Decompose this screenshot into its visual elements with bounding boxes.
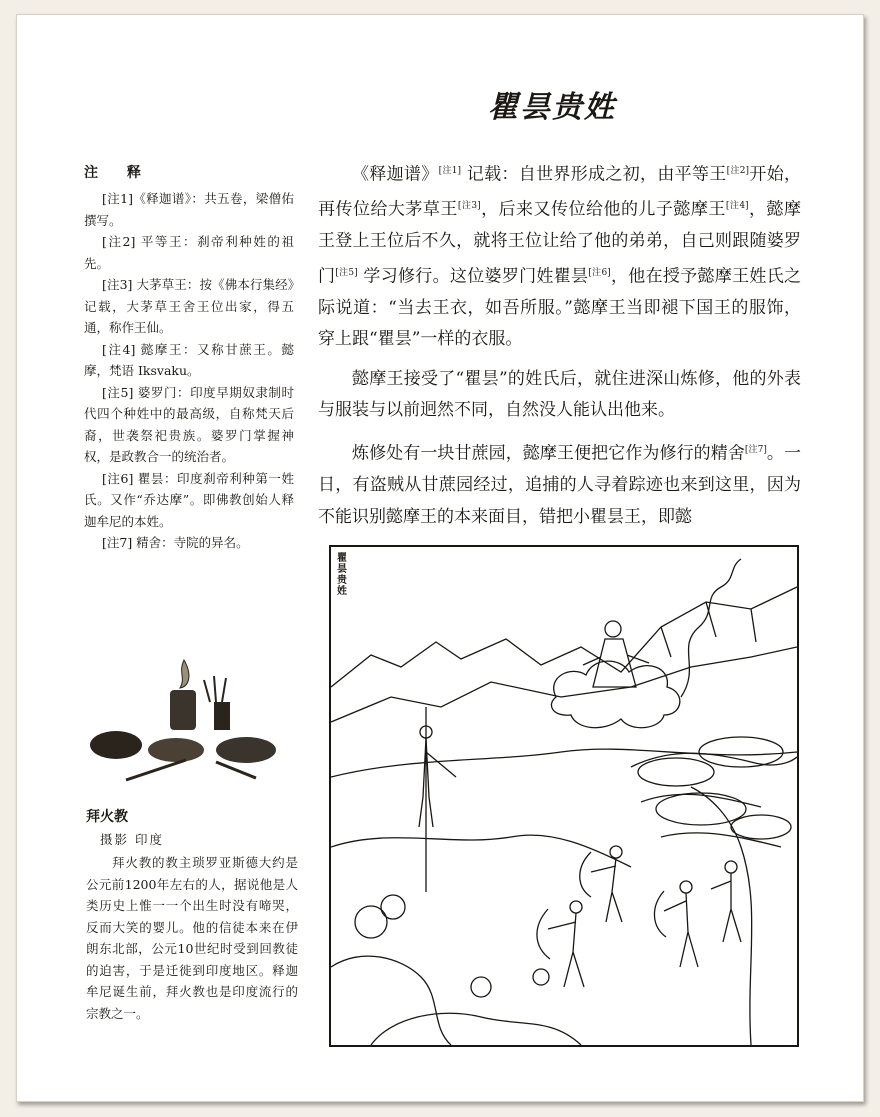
footnote-ref-5: [注5]	[335, 267, 358, 278]
pine-branch	[661, 833, 781, 847]
footnote-ref-2: [注2]	[726, 166, 750, 176]
archer	[654, 881, 698, 967]
note-5: [注5] 婆罗门：印度早期奴隶制时代四个种姓中的最高级，自称梵天后裔，世袭祭祀贵族。婆罗门掌握神权，是政教合一的统治者。	[84, 384, 294, 464]
note-6: [注6] 瞿昙：印度刹帝利种第一姓氏。又作“乔达摩”。即佛教创始人释迦牟尼的本姓。	[84, 470, 294, 529]
captive-body	[419, 738, 456, 827]
text-segment: 炼修处有一块甘蔗园，懿摩王便把它作为修行的精舍	[352, 443, 745, 464]
mountain-ridge	[331, 587, 797, 687]
ritual-bowl	[216, 737, 276, 763]
text-segment: 记载：自世界形成之初，由平等王	[466, 164, 727, 185]
paragraph-2: 懿摩王接受了“瞿昙”的姓氏后，就住进深山炼修，他的外表与服装与以前迥然不同，自然没人能认出他来。	[318, 368, 801, 421]
illustration-drawing	[331, 547, 797, 1045]
archer	[537, 901, 584, 987]
note-4: [注4] 懿摩王：又称甘蔗王。懿摩，梵语 Iksvaku。	[84, 341, 294, 378]
footnote-ref-4: [注4]	[725, 201, 749, 212]
photo-caption	[86, 806, 298, 1024]
fire-altar-drawing	[86, 650, 291, 785]
pine-trunk	[691, 787, 752, 1045]
ground-line	[331, 835, 631, 867]
note-3: [注3] 大茅草王：按《佛本行集经》记载，大茅草王舍王位出家，得五通，称作王仙。	[84, 277, 294, 335]
notes-column	[84, 162, 294, 554]
pine-foliage	[699, 737, 783, 767]
main-text	[318, 156, 801, 541]
text-segment: 学习修行。这位婆罗门姓瞿昙	[363, 266, 589, 287]
note-7: [注7] 精舍：寺院的异名。	[102, 535, 249, 550]
paragraph-3	[318, 435, 801, 533]
caption-text: 拜火教的教主琐罗亚斯德大约是公元前1200年左右的人，据说他是人类历史上惟一一个出生时没有啼哭，反而大笑的婴儿。他的信徒本来在伊朗东北部，公元10世纪时受到回教徒的迫害，于是迁徙到印度地区。释迦牟尼诞生前，拜火教也是印度流行的宗教之一。	[86, 855, 298, 1021]
archer	[711, 861, 741, 942]
altar-vase	[170, 690, 196, 730]
caption-title: 拜火教	[86, 809, 128, 825]
text-segment: ，懿摩王登上王位后不久，就将王位让给了他的弟弟，自己则跟随婆罗门	[318, 199, 802, 287]
shrub	[381, 895, 405, 919]
ritual-bowl	[90, 731, 142, 759]
note-2: [注2] 平等王：刹帝利种姓的祖先。	[84, 234, 294, 271]
footnote-ref-1: [注1]	[438, 166, 462, 176]
note-1: [注1]《释迦谱》：共五卷，梁僧佑撰写。	[84, 191, 294, 228]
rock	[331, 956, 451, 1045]
footnote-ref-7: [注7]	[744, 444, 767, 455]
text-segment: 开始，再传位给大茅草王	[318, 164, 802, 220]
shrub	[533, 969, 549, 985]
footnote-ref-6: [注6]	[588, 267, 611, 278]
pine-foliage	[731, 815, 791, 839]
sage-robe	[583, 639, 649, 687]
notes-heading: 注 释	[84, 165, 153, 181]
illustration-seal: 瞿昙贵姓	[337, 553, 347, 597]
text-segment: ，后来又传位给他的儿子懿摩王	[480, 199, 726, 220]
archer	[580, 846, 622, 922]
text-segment: 《释迦谱》	[352, 164, 439, 185]
text-segment: 。一日，有盗贼从甘蔗园经过，追捕的人寻着踪迹也来到这里，因为不能识别懿摩王的本来面目，错把小瞿昙王，即懿	[318, 443, 802, 527]
text-segment: ，他在授予懿摩王姓氏之际说道：“当去王衣，如吾所服。”懿摩王当即褪下国王的服饰，穿上跟“瞿昙”一样的衣服。	[318, 266, 802, 350]
caption-credit: 摄影 印度	[100, 832, 164, 847]
ritual-cup	[214, 702, 230, 730]
paragraph-1	[318, 156, 801, 356]
woodblock-illustration	[329, 545, 799, 1047]
ritual-plate	[148, 738, 204, 762]
ground-line	[331, 749, 797, 777]
footnote-ref-3: [注3]	[457, 201, 481, 212]
cloud	[551, 661, 679, 728]
pine-foliage	[638, 758, 714, 786]
pine-branch	[641, 794, 761, 807]
sage-figure	[605, 621, 621, 637]
pine-foliage	[656, 793, 746, 825]
rock	[371, 1013, 581, 1045]
page-title: 瞿昙贵姓	[488, 90, 616, 125]
mountain-ridge	[331, 647, 797, 722]
fire-altar-photo	[86, 650, 291, 785]
smoke-swirl	[681, 559, 741, 697]
shrub	[471, 977, 491, 997]
